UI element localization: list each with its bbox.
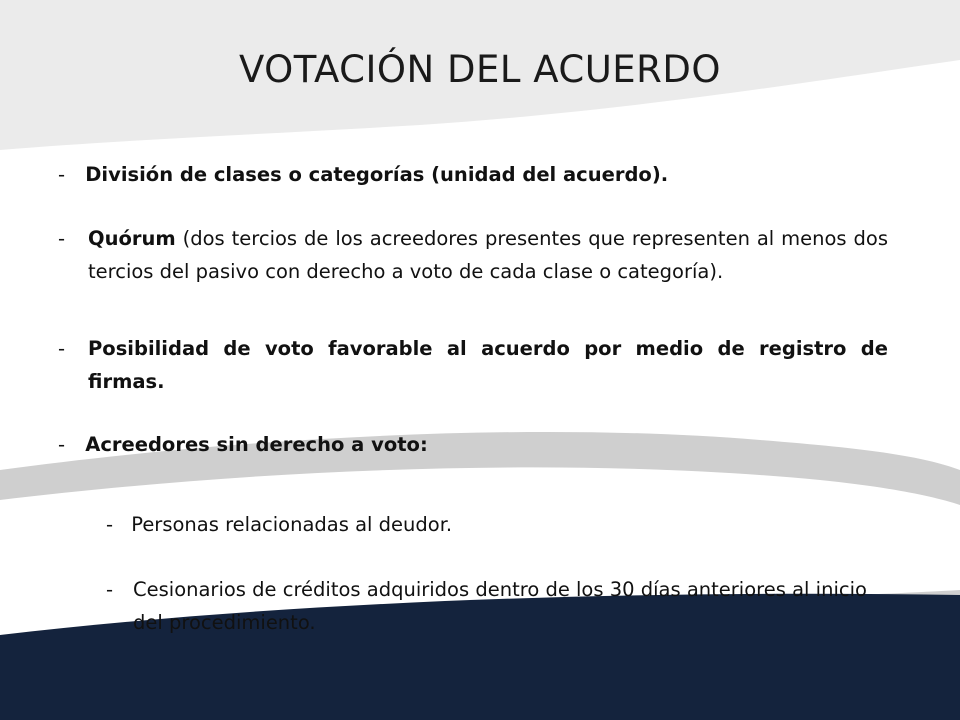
- bullet-item-2-body: [58, 222, 888, 288]
- bullet-dash: -: [58, 227, 66, 250]
- sub-item-1: [106, 508, 886, 541]
- bullet-dash: -: [58, 433, 66, 456]
- bullet-item-1: [58, 158, 888, 191]
- bullet-item-2-bold: Quórum: [88, 227, 176, 250]
- bullet-item-4-bold: Acreedores sin derecho a voto:: [85, 433, 428, 456]
- bullet-item-1-bold: División de clases o categorías (unidad del acuerdo).: [85, 163, 669, 186]
- sub-item-2-text: Cesionarios de créditos adquiridos dentro de los 30 días anteriores al inicio del procedimiento.: [133, 578, 867, 634]
- sub-dash: -: [106, 578, 114, 601]
- bullet-dash: -: [58, 337, 66, 360]
- bullet-item-4: [58, 428, 888, 461]
- sub-item-1-text: Personas relacionadas al deudor.: [131, 513, 453, 536]
- bullet-item-3-body: [58, 332, 888, 398]
- bullet-item-2-text: (dos tercios de los acreedores presentes que representen al menos dos tercios del pasivo con derecho a voto de cada clase o categoría).: [88, 227, 888, 283]
- sub-item-2: [106, 573, 896, 639]
- sub-dash: -: [106, 513, 114, 536]
- bullet-dash: -: [58, 163, 66, 186]
- bullet-item-3: [58, 332, 888, 398]
- bullet-item-3-bold: Posibilidad de voto favorable al acuerdo por medio de registro de firmas.: [88, 337, 888, 393]
- page-title: VOTACIÓN DEL ACUERDO: [238, 48, 721, 91]
- bullet-item-2: [58, 222, 888, 288]
